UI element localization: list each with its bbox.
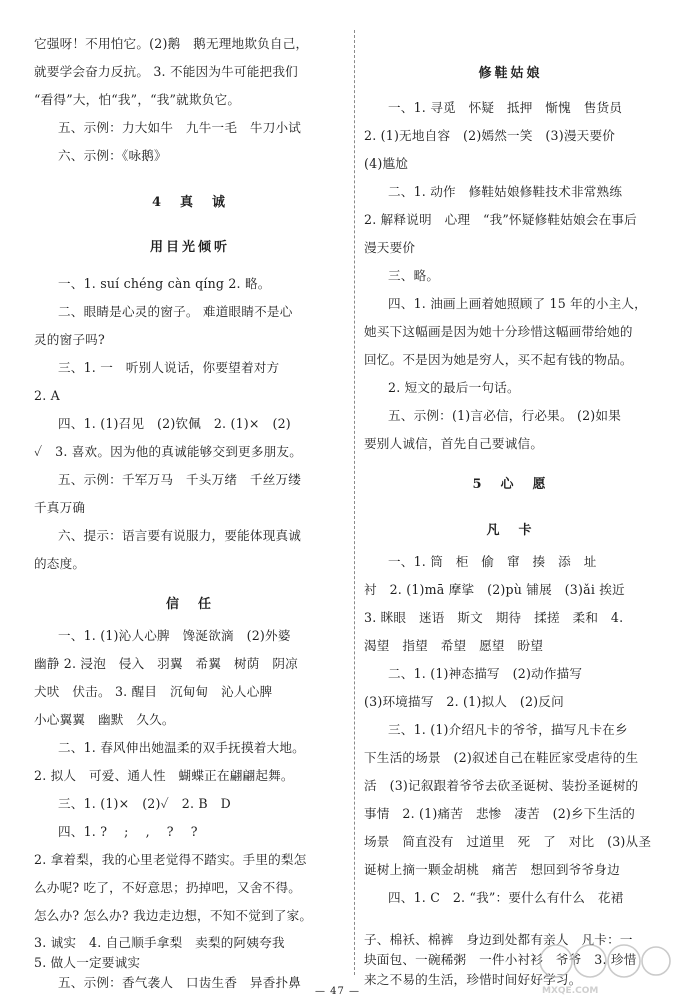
text-line: 灵的窗子吗?: [34, 332, 105, 347]
text-line: ✓ 3. 喜欢。因为他的真诚能够交到更多朋友。: [34, 444, 303, 459]
text-line: 2. 短文的最后一句话。: [388, 380, 520, 395]
text-line: 回忆。不是因为她是穷人，买不起有钱的物品。: [364, 352, 633, 367]
text-line: 的态度。: [34, 556, 86, 571]
text-line: 它强呀！不用怕它。(2)鹅 鹅无理地欺负自己，: [34, 36, 309, 51]
text-line: 5. 做人一定要诚实: [34, 955, 141, 970]
text-line: 一、1. (1)沁人心脾 馋涎欲滴 (2)外婆: [58, 628, 291, 643]
text-line: 二、眼睛是心灵的窗子。 难道眼睛不是心: [58, 304, 293, 319]
text-line: 要别人诚信，首先自己要诚信。: [364, 436, 544, 451]
text-line: 么办呢? 吃了，不好意思；扔掉吧，又舍不得。: [34, 880, 302, 895]
text-line: 就要学会奋力反抗。 3. 不能因为牛可能把我们: [34, 64, 298, 79]
text-line: 一、1. 筒 柜 偷 窜 揍 添 址: [388, 554, 597, 569]
section-title-listen-with-eyes: 用目光倾听: [149, 240, 230, 255]
text-line: 四、1. C 2. “我”：要什么有什么 花裙: [388, 890, 624, 905]
text-line: 诞树上摘一颗金胡桃 痛苦 想回到爷爷身边: [364, 862, 620, 877]
text-line: 场景 简直没有 过道里 死 了 对比 (3)从圣: [364, 834, 652, 849]
text-line: 四、1. ? ; , ? ?: [58, 824, 198, 839]
text-line: 2. 拟人 可爱、通人性 蝴蝶正在翩翩起舞。: [34, 768, 294, 783]
text-line: 小心翼翼 幽默 久久。: [34, 712, 175, 727]
text-line: 2. A: [34, 388, 60, 403]
text-line: 3. 诚实 4. 自己顺手拿梨 卖梨的阿姨夸我: [34, 935, 285, 950]
text-line: 五、示例：(1)言必信，行必果。 (2)如果: [388, 408, 621, 423]
text-line: 2. (1)无地自容 (2)嫣然一笑 (3)漫天要价: [364, 128, 616, 143]
page-number: — 47 —: [314, 986, 361, 997]
text-line: 三、1. (1)× (2)✓ 2. B D: [58, 796, 231, 811]
text-line: 渴望 指望 希望 愿望 盼望: [364, 638, 544, 653]
text-line: 二、1. 动作 修鞋姑娘修鞋技术非常熟练: [388, 184, 623, 199]
text-line: 幽静 2. 浸泡 侵入 羽翼 希翼 树荫 阴凉: [34, 656, 298, 671]
text-line: 2. 拿着梨，我的心里老觉得不踏实。手里的梨怎: [34, 852, 307, 867]
column-divider: [354, 30, 355, 975]
text-line: 块面包、一碗稀粥 一件小衬衫 爷爷 3. 珍惜: [364, 952, 637, 967]
text-line: 千真万确: [34, 500, 86, 515]
lesson-5-title: 5 心 愿: [472, 477, 549, 492]
text-line: 六、提示：语言要有说服力，要能体现真诚: [58, 528, 302, 543]
section-title-trust: 信 任: [165, 597, 214, 612]
text-line: 四、1. (1)召见 (2)钦佩 2. (1)× (2): [58, 416, 291, 431]
text-line: 一、1. suí chéng càn qíng 2. 略。: [58, 276, 271, 291]
text-line: 下生活的场景 (2)叙述自己在鞋匠家受虐待的生: [364, 750, 639, 765]
text-line: 六、示例：《咏鹅》: [58, 148, 167, 163]
text-line: 怎么办? 怎么办? 我边走边想，不知不觉到了家。: [34, 908, 313, 923]
text-line: 3. 眯眼 迷语 斯文 期待 揉搓 柔和 4.: [364, 610, 624, 625]
text-line: 五、示例：千军万马 千头万绪 千丝万缕: [58, 472, 302, 487]
text-line: (4)尴尬: [364, 156, 409, 171]
text-line: 一、1. 寻觅 怀疑 抵押 惭愧 售货员: [388, 100, 623, 115]
watermark-logo: [532, 935, 672, 997]
text-line: 衬 2. (1)mā 摩挲 (2)pù 铺展 (3)ǎi 挨近: [364, 582, 625, 597]
text-line: 2. 解释说明 心理 “我”怀疑修鞋姑娘会在事后: [364, 212, 637, 227]
text-line: 漫天要价: [364, 240, 416, 255]
text-line: 活 (3)记叙跟着爷爷去砍圣诞树、装扮圣诞树的: [364, 778, 639, 793]
text-line: 犬吠 伏击。 3. 醒目 沉甸甸 沁人心脾: [34, 684, 273, 699]
text-line: 子、棉袄、棉裤 身边到处都有亲人 凡卡：一: [364, 932, 633, 947]
text-line: 二、1. (1)神态描写 (2)动作描写: [388, 666, 583, 681]
watermark-text: MXQE.COM: [542, 986, 599, 996]
text-line: 三、略。: [388, 268, 440, 283]
text-line: 事情 2. (1)痛苦 悲惨 凄苦 (2)乡下生活的: [364, 806, 635, 821]
text-line: 来之不易的生活，珍惜时间好好学习。: [364, 972, 582, 987]
text-line: 五、示例：力大如牛 九牛一毛 牛刀小试: [58, 120, 302, 135]
lesson-4-title: 4 真 诚: [151, 195, 229, 210]
text-line: 她买下这幅画是因为她十分珍惜这幅画带给她的: [364, 324, 633, 339]
text-line: “看得”大，怕“我”，“我”就欺负它。: [34, 92, 241, 107]
text-line: 五、示例：香气袭人 口齿生香 异香扑鼻: [58, 975, 302, 990]
text-line: 二、1. 春风伸出她温柔的双手抚摸着大地。: [58, 740, 305, 755]
text-line: (3)环境描写 2. (1)拟人 (2)反问: [364, 694, 564, 709]
section-title-shoe-repair-girl: 修鞋姑娘: [478, 66, 543, 81]
text-line: 三、1. (1)介绍凡卡的爷爷，描写凡卡在乡: [388, 722, 628, 737]
text-line: 三、1. 一 听别人说话，你要望着对方: [58, 360, 280, 375]
text-line: 四、1. 油画上画着她照顾了 15 年的小主人，: [388, 296, 647, 311]
section-title-vanka: 凡 卡: [486, 523, 535, 538]
